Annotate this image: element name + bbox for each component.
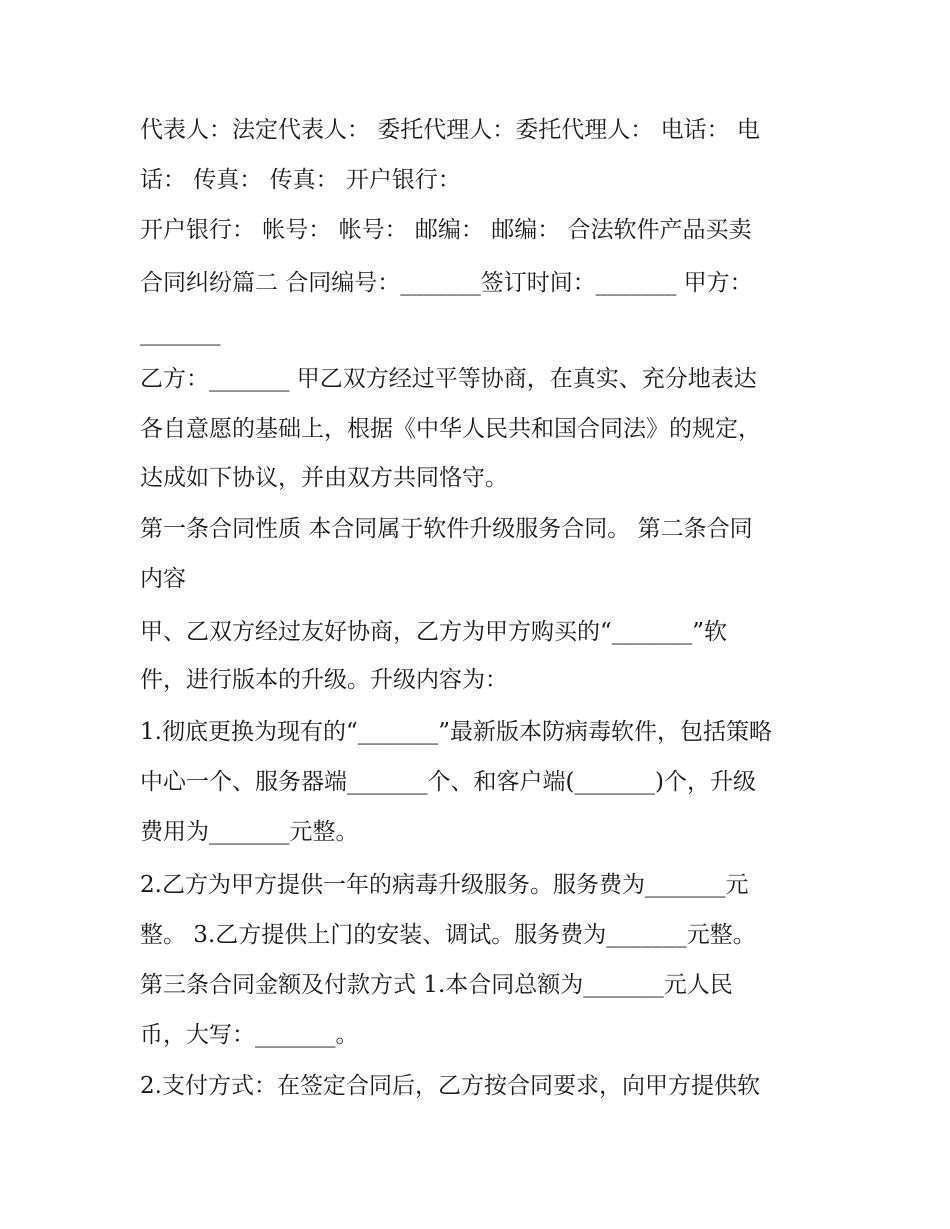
text-line-20: 2.支付方式：在签定合同后，乙方按合同要求，向甲方提供软	[140, 1073, 760, 1099]
text-line-6: 乙方：_______ 甲乙双方经过平等协商，在真实、充分地表达	[140, 366, 757, 392]
text-line-7: 各自意愿的基础上，根据《中华人民共和国合同法》的规定，	[140, 416, 761, 442]
text-line-9: 第一条合同性质 本合同属于软件升级服务合同。 第二条合同	[140, 516, 753, 542]
text-line-13: 1.彻底更换为现有的“_______”最新版本防病毒软件，包括策略	[140, 719, 772, 745]
text-line-8: 达成如下协议，并由双方共同恪守。	[140, 465, 508, 491]
text-line-15: 费用为_______元整。	[140, 819, 359, 845]
text-line-4: 合同纠纷篇二 合同编号：_______签订时间：_______ 甲方：	[140, 270, 753, 296]
text-line-17: 整。 3.乙方提供上门的安装、调试。服务费为_______元整。	[140, 922, 756, 948]
text-line-5: _______	[140, 320, 221, 346]
text-line-11: 甲、乙双方经过友好协商，乙方为甲方购买的“_______”软	[140, 619, 728, 645]
text-line-16: 2.乙方为甲方提供一年的病毒升级服务。服务费为_______元	[140, 872, 749, 898]
text-line-12: 件，进行版本的升级。升级内容为：	[140, 667, 508, 693]
text-line-18: 第三条合同金额及付款方式 1.本合同总额为_______元人民	[140, 972, 733, 998]
text-line-3: 开户银行： 帐号： 帐号： 邮编： 邮编： 合法软件产品买卖	[140, 217, 752, 243]
text-line-2: 话： 传真： 传真： 开户银行：	[140, 167, 461, 193]
text-line-19: 币，大写：_______。	[140, 1022, 359, 1048]
text-line-14: 中心一个、服务器端_______个、和客户端(_______)个，升级	[140, 769, 756, 795]
text-line-1: 代表人：法定代表人： 委托代理人：委托代理人： 电话： 电	[140, 117, 760, 143]
text-line-10: 内容	[140, 566, 186, 592]
